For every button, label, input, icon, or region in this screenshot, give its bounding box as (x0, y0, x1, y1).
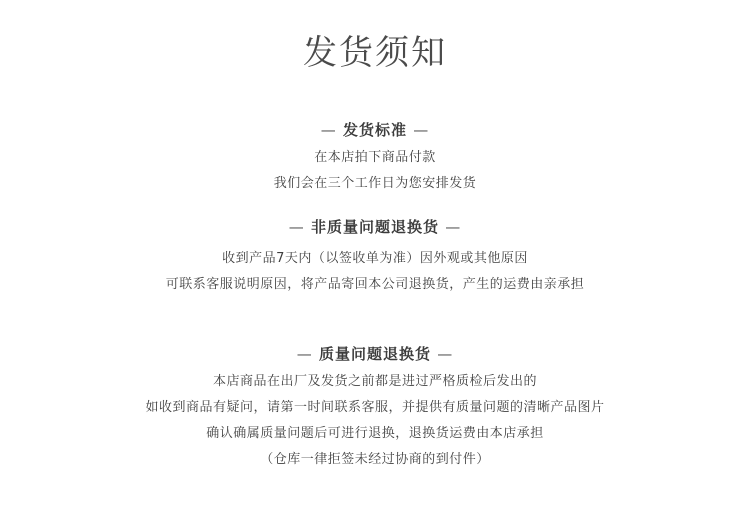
section-heading (0, 120, 750, 140)
section-body (0, 246, 750, 298)
page-title: 发货须知 (303, 33, 447, 73)
section-heading (0, 344, 750, 364)
section-body (0, 369, 750, 473)
heading-text: 非质量问题退换货 (310, 218, 439, 236)
section-quality-returns (0, 344, 750, 473)
body-line: 收到产品7天内（以签收单为准）因外观或其他原因 (222, 251, 528, 266)
body-line: 本店商品在出厂及发货之前都是进过严格质检后发出的 (212, 374, 537, 389)
body-line: 在本店拍下商品付款 (314, 150, 436, 165)
heading-dash-right: — (445, 218, 462, 236)
body-line: 确认确属质量问题后可进行退换，退换货运费由本店承担 (206, 426, 544, 441)
section-body (0, 145, 750, 197)
body-line: （仓库一律拒签未经过协商的到付件） (260, 452, 490, 467)
heading-dash-left: — (320, 121, 337, 139)
body-line: 我们会在三个工作日为您安排发货 (273, 176, 477, 191)
section-shipping-standard (0, 120, 750, 197)
body-line: 可联系客服说明原因，将产品寄回本公司退换货，产生的运费由亲承担 (165, 277, 585, 292)
heading-dash-left: — (296, 345, 313, 363)
section-heading (0, 217, 750, 237)
body-line: 如收到商品有疑问，请第一时间联系客服，并提供有质量问题的清晰产品图片 (145, 400, 605, 415)
heading-text: 发货标准 (342, 121, 407, 139)
heading-dash-left: — (288, 218, 305, 236)
heading-text: 质量问题退换货 (318, 345, 431, 363)
section-non-quality-returns (0, 217, 750, 298)
heading-dash-right: — (437, 345, 454, 363)
heading-dash-right: — (413, 121, 430, 139)
